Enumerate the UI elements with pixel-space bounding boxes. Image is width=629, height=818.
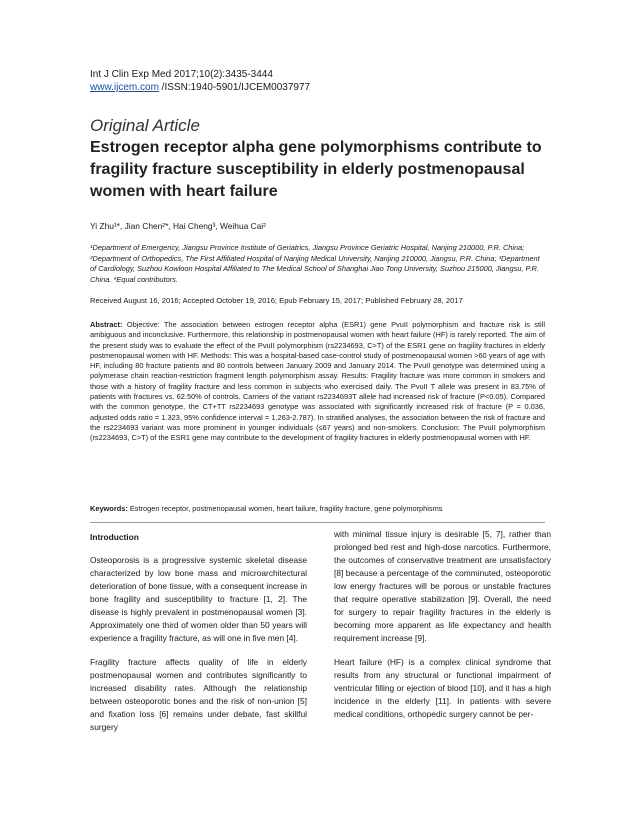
section-heading-introduction: Introduction: [90, 532, 139, 542]
issn-line: [90, 81, 310, 94]
body-column-left: [90, 528, 307, 745]
issn: /ISSN:1940-5901/IJCEM0037977: [158, 82, 311, 93]
authors: Yi Zhu¹*, Jian Chen²*, Hai Cheng³, Weihua Cai²: [90, 221, 266, 231]
citation: Int J Clin Exp Med 2017;10(2):3435-3444: [90, 69, 273, 80]
keywords-label: Keywords:: [90, 504, 128, 513]
affiliations: ¹Department of Emergency, Jiangsu Province Institute of Geriatrics, Jiangsu Province Geriatric Hospital, Nanjing 210000, P.R. China; ²Department of Orthopedics, The First Affiliated Hospital of Nanjing Medical University, Nanjing 210000, Jiangsu, P.R. China; ³Department of Cardiology, Suzhou Kowloon Hospital Affiliated to The Medical School of Shanghai Jiao Tong University, Suzhou 215000, Jiangsu, P.R. China. *Equal contributors.: [90, 243, 540, 284]
abstract: [90, 320, 545, 444]
article-title: Estrogen receptor alpha gene polymorphisms contribute to fragility fracture susceptibility in elderly postmenopausal women with heart failure: [90, 139, 542, 200]
body-paragraph: Fragility fracture affects quality of life in elderly postmenopausal women and contributes significantly to increased disability rates. Although the relationship between osteoporotic bones and the risk of non-union [5] and fixation loss [6] remains under debate, fast skillful surgery: [90, 657, 307, 732]
body-paragraph: Heart failure (HF) is a complex clinical syndrome that results from any structural or functional impairment of ventricular filling or ejection of blood [10], and it has a high incidence in the elderly [11]. In patients with severe medical conditions, orthopedic surgery cannot be per-: [334, 657, 551, 719]
abstract-label: Abstract:: [90, 320, 123, 329]
publication-dates: Received August 16, 2016; Accepted October 19, 2016; Epub February 15, 2017; Published February 28, 2017: [90, 296, 463, 305]
body-column-right: [334, 528, 551, 732]
section-divider: [90, 522, 545, 523]
journal-header: [90, 68, 310, 94]
abstract-text: Objective: The association between estrogen receptor alpha (ESR1) gene PvuII polymorphism and fracture risk is still ambiguous and inconclusive. Furthermore, this relationship in postmenopausal women with heart failure (HF) is rarely reported. The aim of the present study was to evaluate the effect of the PvuII polymorphism (rs2234693, C>T) of the ESR1 gene on fragility fractures in elderly postmenopausal women with HF. Methods: This was a hospital-based case-control study of postmenopausal women >60 years of age with HF, including 80 fracture patients and 80 controls between January 2009 and January 2014. The PvuII genotype was determined using a polymerase chain reaction-restriction fragment length polymorphism assay. Results: Fragility fracture was more common in smokers and those with a history of fragility fracture and less common in subjects who exercised daily. The PvuII T allele was present in 83.75% of patients with fractures vs. 62.50% of controls. Carriers of the variant rs2234693T allele had increased risk of fracture (P<0.05). Compared with the common genotype, the CT+TT rs2234693 genotype was associated with significantly increased risk of fracture (P = 0.036, adjusted odds ratio = 1.323, 95% confidence interval = 1.263-2.787). In stratified analyses, the association between the risk of fracture and the rs2234693 variant was more prominent in younger individuals (≤67 years) and non-smokers. Conclusion: The PvuII polymorphism (rs2234693, C>T) of the ESR1 gene may contribute to the development of fragility fractures in elderly postmenopausal women with HF.: [90, 320, 545, 443]
keywords: [90, 504, 545, 513]
body-paragraph: Osteoporosis is a progressive systemic skeletal disease characterized by low bone mass and microarchitectural deterioration of bone tissue, with a consequent increase in bone fragility and susceptibility to fracture [1, 2]. The disease is highly prevalent in postmenopausal women [3]. Approximately one third of women older than 50 years will experience a fragility fracture, as will one in five men [4].: [90, 555, 307, 643]
body-paragraph: with minimal tissue injury is desirable [5, 7], rather than prolonged bed rest and high-dose narcotics. Furthermore, the outcomes of conservative treatment are unsatisfactory [8] because a percentage of the comminuted, osteoporotic low energy fractures will be porous or unstable fractures that require operative stabilization [9]. Overall, the need for surgery to repair fragility fractures in the elderly is becoming more apparent as life expectancy and health requirement increase [9].: [334, 529, 551, 643]
article-type: Original Article: [90, 116, 200, 135]
journal-link[interactable]: www.ijcem.com: [90, 82, 159, 93]
keywords-text: Estrogen receptor, postmenopausal women, heart failure, fragility fracture, gene polymorphisms: [127, 504, 443, 513]
